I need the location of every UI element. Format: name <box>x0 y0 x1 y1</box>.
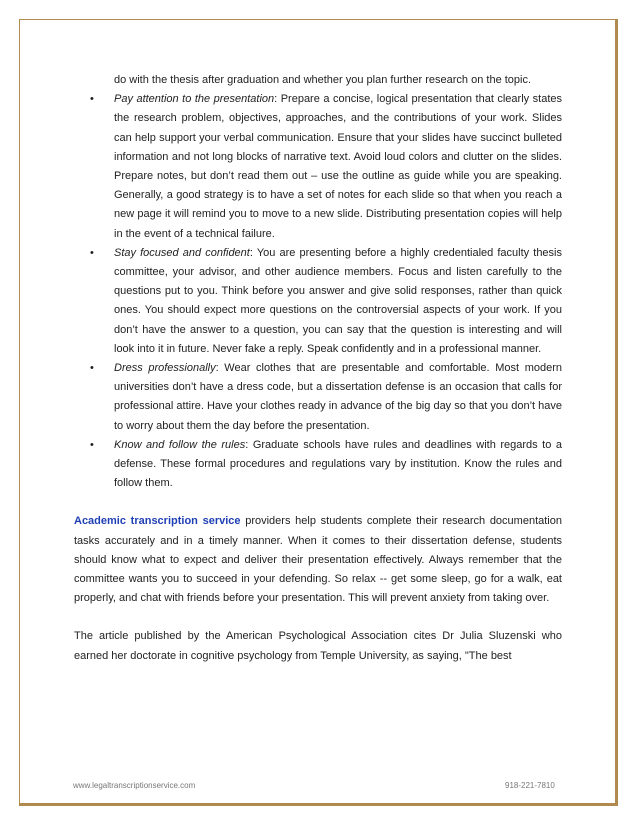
bullet-text: : Graduate schools have rules and deadlines with regards to a defense. These formal procedures and regulations vary by institution. Know the rules and follow them. <box>114 438 562 490</box>
bullet-dot-icon: • <box>90 362 94 375</box>
academic-transcription-link[interactable]: Academic transcription service <box>74 515 241 528</box>
bullet-title: Dress professionally <box>114 362 216 375</box>
bullet-continuation: do with the thesis after graduation and whether you plan further research on the topic. <box>114 74 532 86</box>
bullet-title: Pay attention to the presentation <box>114 93 275 106</box>
bullet-list <box>74 90 562 493</box>
bullet-title: Know and follow the rules <box>114 438 246 451</box>
bullet-item <box>74 436 562 494</box>
bullet-item <box>74 90 562 244</box>
paragraph-text: providers help students complete their research documentation tasks accurately and in a timely manner. When it comes to their dissertation defense, students should know what to expect and deliver their presentation effectively. Always remember that the committee wants you to succeed in your defending. So relax -- get some sleep, go for a walk, eat properly, and chat with friends before your presentation. This will prevent anxiety from taking over. <box>74 515 562 605</box>
bullet-dot-icon: • <box>90 93 94 106</box>
bullet-text: : You are presenting before a highly credentialed faculty thesis committee, your advisor, and other audience members. Focus and listen carefully to the questions put to you. Think before you answer and give solid responses, rather than quick ones. You should expect more questions on the controversial aspects of your work. If you don’t have the answer to a question, you can say that the question is interesting and will look into it in future. Never fake a reply. Speak confidently and in a professional manner. <box>114 246 562 355</box>
footer-phone: 918-221-7810 <box>505 781 555 790</box>
bullet-dot-icon: • <box>90 246 94 259</box>
footer-website: www.legaltranscriptionservice.com <box>73 781 196 790</box>
bullet-dot-icon: • <box>90 438 94 451</box>
bullet-item <box>74 359 562 436</box>
bullet-title: Stay focused and confident <box>114 246 250 259</box>
document-body <box>74 71 562 666</box>
paragraph: The article published by the American Psychological Association cites Dr Julia Sluzenski who earned her doctorate in cognitive psychology from Temple University, as saying, "The best <box>74 630 562 662</box>
paragraph <box>74 512 562 608</box>
bullet-text: : Prepare a concise, logical presentation that clearly states the research problem, objectives, approaches, and the contributions of your work. Slides can help support your verbal communication. Ensure that your slides have succinct bulleted information and not long blocks of narrative text. Avoid loud colors and clutter on the slides. Prepare notes, but don’t read them out – use the outline as guide while you are speaking. Generally, a good strategy is to have a set of notes for each slide so that when you reach a new page it will remind you to move to a new slide. Distributing presentation copies will help in the event of a technical failure. <box>114 93 562 240</box>
bullet-text: : Wear clothes that are presentable and comfortable. Most modern universities don’t have a dress code, but a dissertation defense is an occasion that calls for professional attire. Have your clothes ready in advance of the big day so that you don’t have to worry about them the day before the presentation. <box>114 362 562 432</box>
bullet-item <box>74 244 562 359</box>
